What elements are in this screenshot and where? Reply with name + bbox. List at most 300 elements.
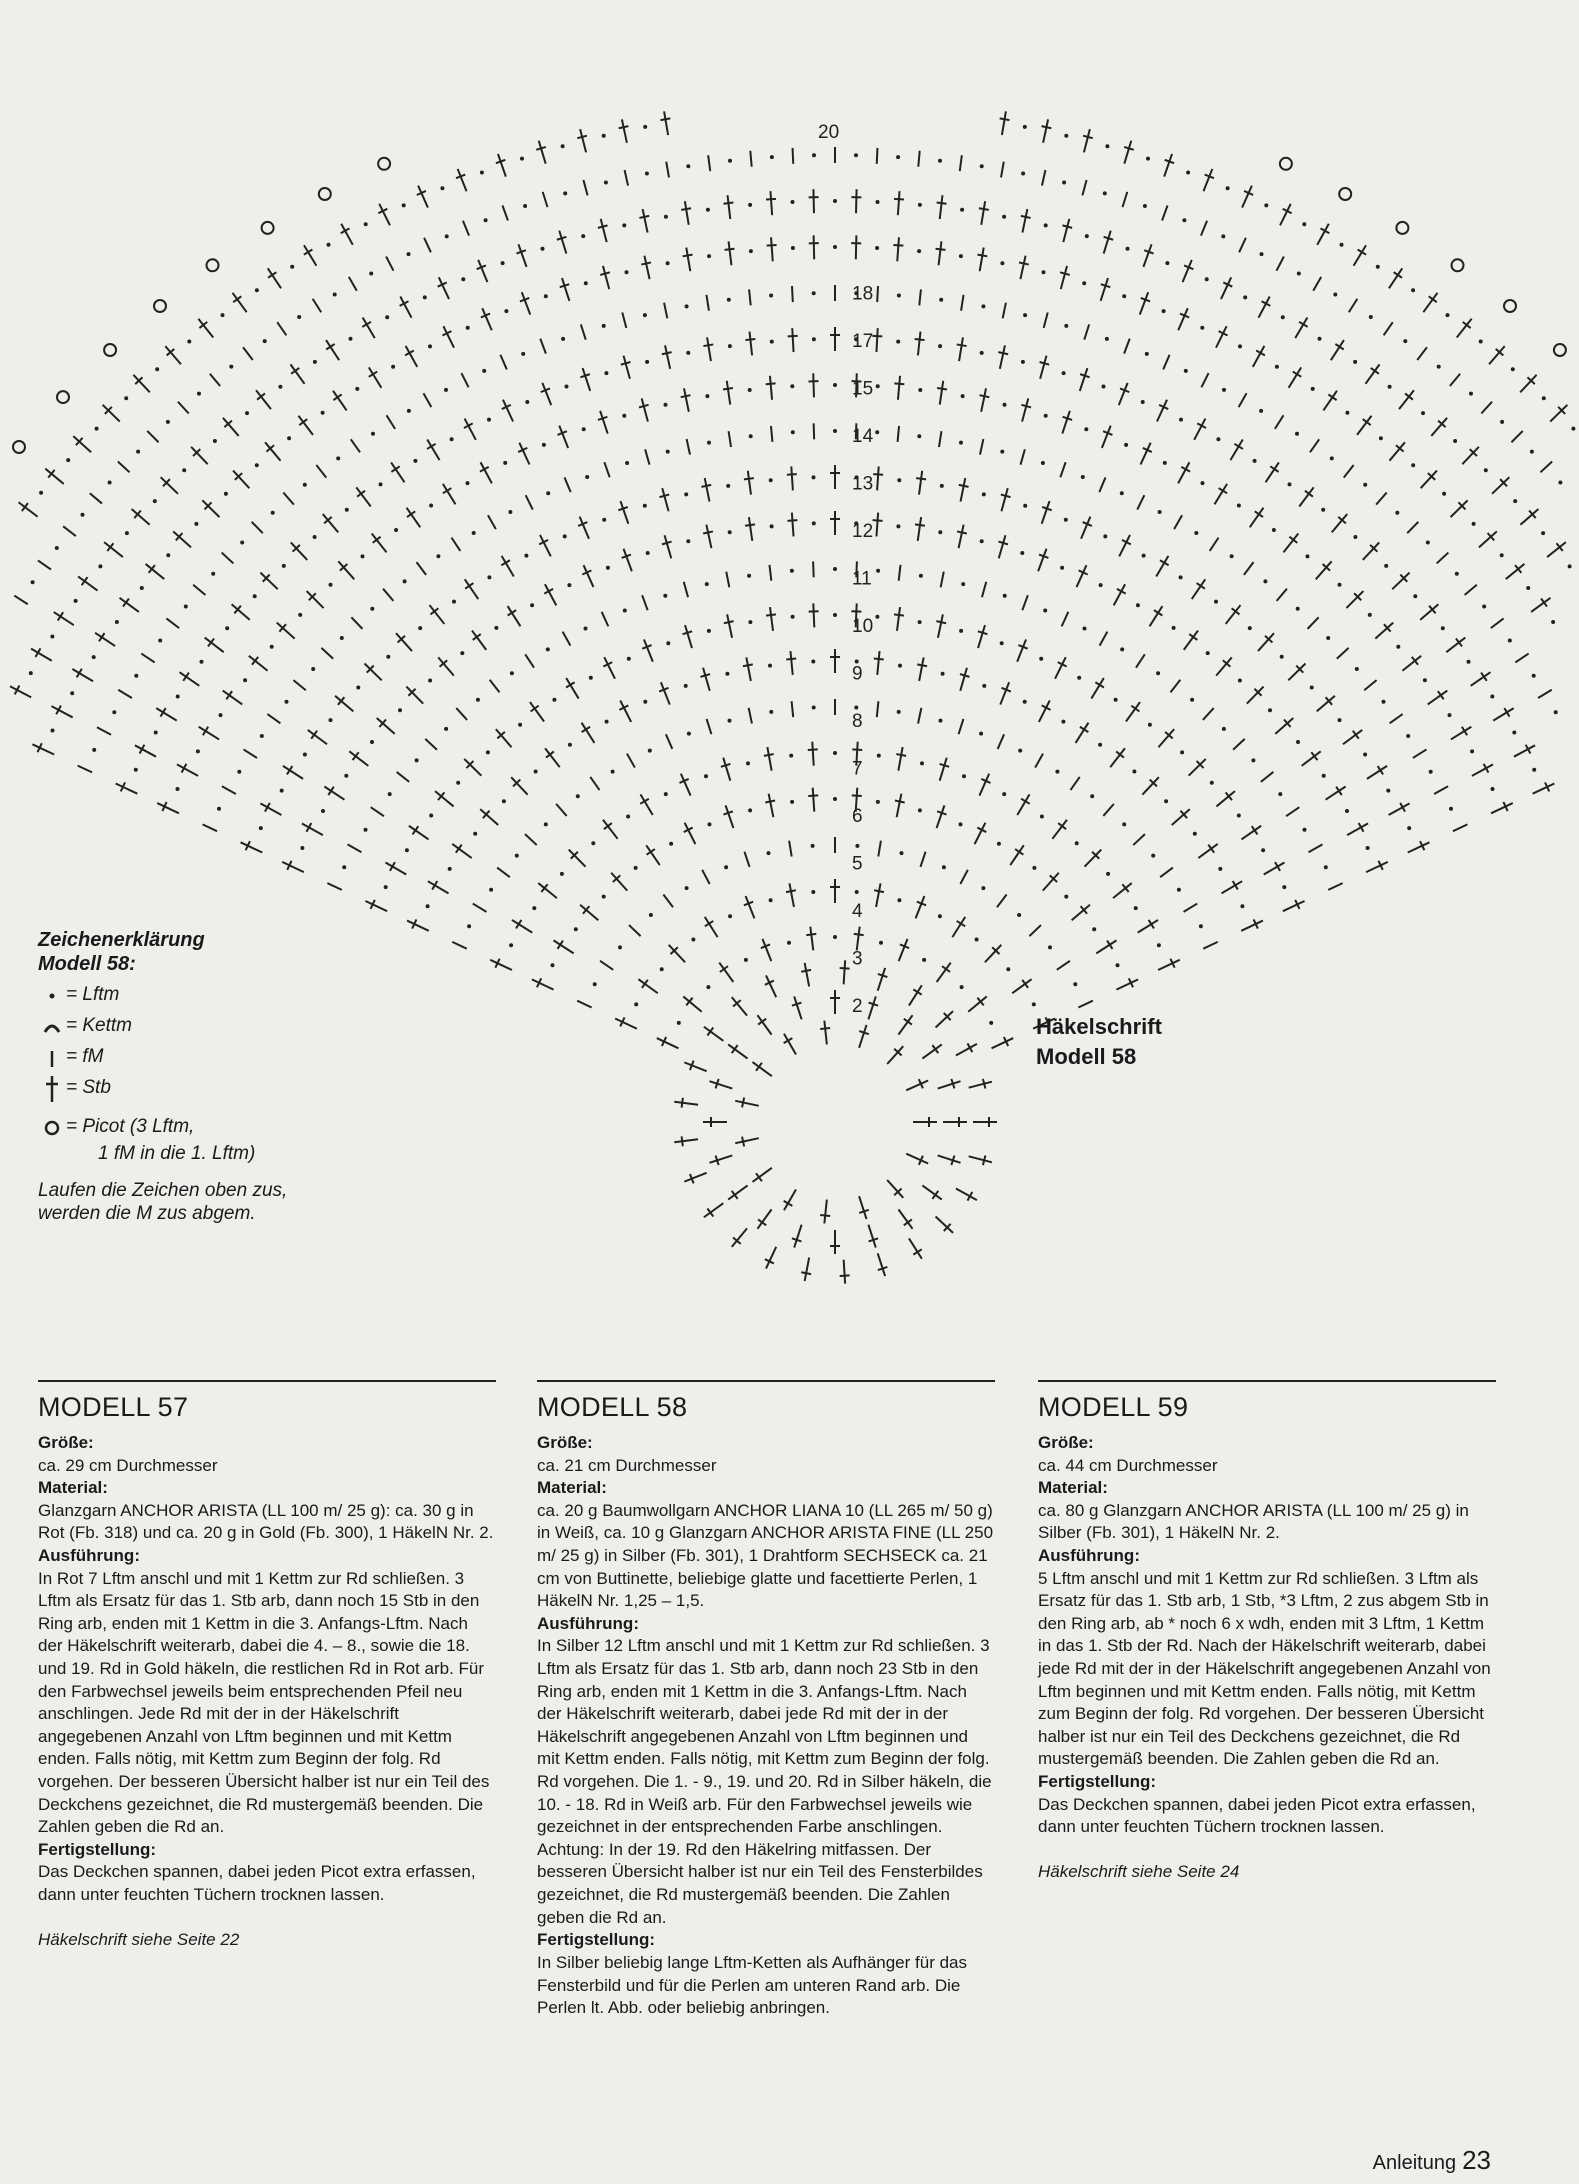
stb-stitch xyxy=(1051,655,1071,681)
lift-stitch xyxy=(1081,475,1085,479)
fm-stitch xyxy=(1376,493,1387,505)
stb-stitch xyxy=(1327,337,1348,363)
stb-stitch xyxy=(219,415,242,440)
section-text: In Silber 12 Lftm anschl und mit 1 Kettm zur Rd schließen. 3 Lftm als Ersatz für das 1. Stb arb, dann noch 23 Stb in den Ring arb, enden mit 1 Kettm in die 3. Anfangs-Lftm. Nach der Häkelschrift weiterarb, dabei jede Rd mit der in der Häkelschrift angegebenen Anzahl von Lftm beginnen und mit Kettm enden. Falls nötig, mit Kettm zum Beginn der folg. Rd vorgehen. Die 1. - 9., 19. und 20. Rd in Silber häkeln, die 10. - 18. Rd in Weiß arb. Für den Farbwechsel jeweils wie gezeichnet in der entsprechenden Farbe anschlingen. Achtung: In der 19. Rd den Häkelring mitfassen. Der besseren Übersicht halber ist nur ein Teil des Fensterbildes gezeichnet, die Rd mustergemäß beenden. Die Zahlen geben die Rd an. xyxy=(537,1636,992,1927)
round-number: 8 xyxy=(852,711,863,732)
stb-stitch xyxy=(956,477,971,503)
lift-stitch xyxy=(643,125,647,129)
fm-stitch xyxy=(351,439,360,452)
lift-stitch xyxy=(418,626,422,630)
fm-stitch xyxy=(313,299,322,313)
lift-stitch xyxy=(1280,655,1284,659)
lift-stitch xyxy=(1020,551,1024,555)
lift-stitch xyxy=(938,530,942,534)
lift-stitch xyxy=(980,351,984,355)
chain-dot-icon xyxy=(38,991,66,1001)
stb-stitch xyxy=(911,894,929,920)
lift-stitch xyxy=(769,294,773,298)
lift-stitch xyxy=(1472,522,1476,526)
stb-stitch xyxy=(700,477,715,503)
lift-stitch xyxy=(686,164,690,168)
legend xyxy=(38,928,338,1225)
stb-stitch xyxy=(1312,558,1335,583)
stb-stitch xyxy=(1428,415,1451,440)
fm-stitch xyxy=(502,205,507,220)
lift-stitch xyxy=(356,686,360,690)
stb-stitch xyxy=(363,896,389,915)
lift-stitch xyxy=(1106,872,1110,876)
lift-stitch xyxy=(108,481,112,485)
fm-stitch xyxy=(1275,415,1284,429)
stb-stitch xyxy=(1328,511,1351,536)
fm-stitch xyxy=(664,303,667,319)
stb-stitch xyxy=(498,398,517,424)
fm-stitch xyxy=(744,852,749,867)
stb-stitch xyxy=(1243,683,1267,707)
lift-stitch xyxy=(1064,895,1068,899)
lift-stitch xyxy=(154,731,158,735)
lift-stitch xyxy=(1453,439,1457,443)
stb-stitch xyxy=(904,1076,930,1095)
lift-stitch xyxy=(327,243,331,247)
lift-stitch xyxy=(467,924,471,928)
stb-stitch xyxy=(765,606,778,631)
fm-stitch xyxy=(941,572,944,588)
fm-stitch xyxy=(982,582,986,597)
fm-stitch xyxy=(193,585,205,595)
stb-stitch xyxy=(935,195,948,220)
lift-stitch xyxy=(1032,1002,1036,1006)
fm-stitch xyxy=(960,155,962,171)
lift-stitch xyxy=(55,546,59,550)
lift-stitch xyxy=(768,664,772,668)
column-rule xyxy=(537,1380,995,1382)
fm-stitch xyxy=(629,925,641,936)
stb-stitch xyxy=(708,1151,734,1168)
stb-stitch xyxy=(1033,547,1051,573)
stb-stitch xyxy=(396,294,416,320)
lift-stitch xyxy=(525,400,529,404)
stb-stitch xyxy=(701,1199,726,1221)
stb-stitch xyxy=(995,344,1010,370)
lift-stitch xyxy=(1310,686,1314,690)
lift-stitch xyxy=(184,605,188,609)
lift-stitch xyxy=(355,387,359,391)
stb-stitch xyxy=(780,1031,801,1057)
fm-stitch xyxy=(1201,373,1208,387)
fm-stitch xyxy=(877,701,879,717)
lift-stitch xyxy=(691,938,695,942)
lift-stitch xyxy=(684,492,688,496)
lift-stitch xyxy=(1302,222,1306,226)
lift-stitch xyxy=(618,945,622,949)
lift-stitch xyxy=(407,252,411,256)
lift-stitch xyxy=(197,392,201,396)
lift-stitch xyxy=(746,761,750,765)
lift-stitch xyxy=(666,450,670,454)
lift-stitch xyxy=(1000,261,1004,265)
stb-stitch xyxy=(954,337,968,362)
fm-stitch xyxy=(500,355,506,370)
lift-stitch xyxy=(962,774,966,778)
lift-stitch xyxy=(1018,749,1022,753)
lift-stitch xyxy=(509,943,513,947)
lift-stitch xyxy=(364,222,368,226)
fm-stitch xyxy=(1309,844,1323,852)
stb-stitch xyxy=(617,118,632,144)
stb-stitch xyxy=(517,290,535,316)
lift-stitch xyxy=(1064,324,1068,328)
fm-stitch xyxy=(283,493,294,505)
stb-stitch xyxy=(913,516,926,541)
lift-stitch xyxy=(489,888,493,892)
stb-stitch xyxy=(728,1225,751,1250)
lift-stitch xyxy=(875,246,879,250)
stb-stitch xyxy=(1152,398,1171,424)
fm-stitch xyxy=(1349,299,1358,313)
stb-stitch xyxy=(598,265,614,291)
stb-stitch xyxy=(1081,846,1105,870)
lift-stitch xyxy=(70,691,74,695)
stb-stitch xyxy=(932,1213,956,1237)
lift-stitch xyxy=(1062,181,1066,185)
fm-stitch xyxy=(898,426,899,442)
fm-stitch xyxy=(1450,374,1460,386)
lift-stitch xyxy=(1151,854,1155,858)
caption-line-2: Modell 58 xyxy=(1036,1043,1137,1069)
fm-stitch xyxy=(90,493,102,503)
fm-stitch xyxy=(540,339,546,354)
stb-stitch xyxy=(541,582,561,608)
stb-stitch xyxy=(280,762,306,783)
stb-stitch xyxy=(1385,266,1407,292)
legend-picot-detail: 1 fM in die 1. Lftm) xyxy=(98,1143,256,1164)
lift-stitch xyxy=(1338,583,1342,587)
lift-stitch xyxy=(1190,698,1194,702)
fm-stitch xyxy=(1344,465,1354,478)
lift-stitch xyxy=(767,851,771,855)
lift-stitch xyxy=(1064,134,1068,138)
lift-stitch xyxy=(436,554,440,558)
lift-stitch xyxy=(1490,695,1494,699)
lift-stitch xyxy=(1296,607,1300,611)
lift-stitch xyxy=(136,450,140,454)
lift-stitch xyxy=(584,627,588,631)
lift-stitch xyxy=(833,567,837,571)
legend-item-single-crochet xyxy=(38,1042,338,1073)
lift-stitch xyxy=(166,420,170,424)
lift-stitch xyxy=(812,337,816,341)
section-heading: Ausführung: xyxy=(537,1613,639,1633)
fm-stitch xyxy=(38,560,51,569)
lift-stitch xyxy=(1532,674,1536,678)
fm-stitch xyxy=(203,824,217,831)
fm-stitch xyxy=(1310,439,1319,452)
lift-stitch xyxy=(407,409,411,413)
fm-stitch xyxy=(814,423,815,439)
stb-stitch xyxy=(175,760,201,780)
lift-stitch xyxy=(1164,799,1168,803)
fm-stitch xyxy=(708,155,710,171)
lift-stitch xyxy=(1282,885,1286,889)
stb-stitch xyxy=(785,651,797,676)
stb-stitch xyxy=(1135,916,1161,937)
lift-stitch xyxy=(515,854,519,858)
fm-stitch xyxy=(789,841,792,857)
stb-stitch xyxy=(1120,139,1137,165)
stb-stitch xyxy=(932,804,949,830)
stb-stitch xyxy=(287,539,311,563)
lift-stitch xyxy=(939,719,943,723)
lift-stitch xyxy=(1023,700,1027,704)
lift-stitch xyxy=(1388,385,1392,389)
lift-stitch xyxy=(386,655,390,659)
lift-stitch xyxy=(1386,789,1390,793)
stb-stitch xyxy=(99,401,123,425)
stb-stitch xyxy=(133,741,159,761)
lift-stitch xyxy=(1248,626,1252,630)
lift-stitch xyxy=(221,313,225,317)
lift-stitch xyxy=(1003,403,1007,407)
stb-stitch xyxy=(1048,817,1071,842)
stb-stitch xyxy=(819,1020,831,1045)
stb-stitch xyxy=(515,441,534,467)
lift-stitch xyxy=(1090,794,1094,798)
lift-stitch xyxy=(1184,369,1188,373)
lift-stitch xyxy=(1297,272,1301,276)
round-number: 14 xyxy=(852,426,874,447)
stb-stitch xyxy=(405,916,431,935)
lift-stitch xyxy=(125,531,129,535)
lift-stitch xyxy=(897,478,901,482)
fm-stitch xyxy=(316,465,326,478)
stb-stitch xyxy=(1006,842,1028,867)
lift-stitch xyxy=(29,671,33,675)
fm-stitch xyxy=(729,431,731,447)
stb-stitch xyxy=(1122,699,1144,724)
lift-stitch xyxy=(747,574,751,578)
picot-stitch xyxy=(57,391,69,403)
stb-stitch xyxy=(468,628,490,653)
lift-stitch xyxy=(833,797,837,801)
lift-stitch xyxy=(643,504,647,508)
stb-stitch xyxy=(679,387,694,413)
legend-subtitle: Modell 58: xyxy=(38,953,136,975)
lift-stitch xyxy=(560,872,564,876)
stb-stitch xyxy=(607,869,630,894)
lift-stitch xyxy=(1148,723,1152,727)
fm-stitch xyxy=(622,312,626,327)
stb-stitch xyxy=(656,680,674,706)
lift-stitch xyxy=(1281,315,1285,319)
lift-stitch xyxy=(544,822,548,826)
stb-stitch xyxy=(933,613,948,639)
fm-stitch xyxy=(463,221,469,236)
lift-stitch xyxy=(1243,295,1247,299)
lift-stitch xyxy=(940,484,944,488)
lift-stitch xyxy=(918,620,922,624)
round-number: 6 xyxy=(852,806,863,827)
stb-stitch xyxy=(1180,628,1202,653)
stb-stitch xyxy=(934,241,947,266)
lift-stitch xyxy=(153,499,157,503)
lift-stitch xyxy=(530,603,534,607)
column-title: MODELL 58 xyxy=(537,1392,688,1422)
stb-stitch xyxy=(1447,497,1471,521)
lift-stitch xyxy=(321,411,325,415)
lift-stitch xyxy=(1542,396,1546,400)
stb-stitch xyxy=(258,799,284,819)
stb-stitch xyxy=(809,235,820,259)
lift-stitch xyxy=(1105,337,1109,341)
stb-stitch xyxy=(636,792,657,818)
stb-stitch xyxy=(1238,184,1257,210)
stb-stitch xyxy=(600,655,620,681)
fm-stitch xyxy=(397,772,410,782)
stb-stitch xyxy=(741,656,755,681)
stb-stitch xyxy=(905,1236,926,1262)
fm-stitch xyxy=(1029,925,1041,936)
stb-stitch xyxy=(1284,365,1305,391)
stb-stitch xyxy=(637,397,653,423)
lift-stitch xyxy=(686,351,690,355)
lift-stitch xyxy=(1366,846,1370,850)
stb-stitch xyxy=(1448,723,1474,744)
stb-stitch xyxy=(1219,877,1245,898)
stb-stitch xyxy=(976,200,990,225)
stb-stitch xyxy=(750,1058,775,1080)
stb-stitch xyxy=(892,793,907,819)
lift-stitch xyxy=(473,832,477,836)
lift-stitch xyxy=(582,427,586,431)
lift-stitch xyxy=(1532,768,1536,772)
lift-stitch xyxy=(939,298,943,302)
lift-stitch xyxy=(329,583,333,587)
lift-stitch xyxy=(280,789,284,793)
fm-stitch xyxy=(750,151,751,167)
stb-stitch xyxy=(1013,638,1031,664)
lift-stitch xyxy=(1000,641,1004,645)
stb-stitch xyxy=(1280,530,1303,555)
lift-stitch xyxy=(1044,414,1048,418)
stb-stitch xyxy=(1135,290,1153,316)
lift-stitch xyxy=(833,199,837,203)
section-text: ca. 44 cm Durchmesser xyxy=(1038,1455,1218,1475)
stb-stitch xyxy=(534,139,551,165)
stb-stitch xyxy=(613,1014,639,1033)
fm-stitch xyxy=(960,870,967,884)
lift-stitch xyxy=(791,246,795,250)
fm-stitch xyxy=(1434,786,1448,794)
stb-stitch xyxy=(1185,755,1209,779)
lift-stitch xyxy=(748,203,752,207)
lift-stitch xyxy=(1077,676,1081,680)
lift-stitch xyxy=(187,340,191,344)
lift-stitch xyxy=(1156,671,1160,675)
lift-stitch xyxy=(1306,554,1310,558)
lift-stitch xyxy=(685,886,689,890)
lift-stitch xyxy=(1040,815,1044,819)
stb-stitch xyxy=(701,1023,726,1045)
lift-stitch xyxy=(158,639,162,643)
lift-stitch xyxy=(749,434,753,438)
lift-stitch xyxy=(290,265,294,269)
legend-label: = Stb xyxy=(66,1077,111,1099)
lift-stitch xyxy=(336,456,340,460)
lift-stitch xyxy=(255,463,259,467)
lift-stitch xyxy=(708,822,712,826)
lift-stitch xyxy=(664,403,668,407)
fm-stitch xyxy=(600,961,613,970)
stb-stitch xyxy=(30,740,56,759)
stb-stitch xyxy=(1056,265,1072,291)
stb-stitch xyxy=(932,1007,956,1031)
stb-stitch xyxy=(1009,975,1034,997)
stb-stitch xyxy=(722,380,735,405)
stb-stitch xyxy=(300,243,321,269)
stb-stitch xyxy=(913,331,926,356)
lift-stitch xyxy=(1226,186,1230,190)
lift-stitch xyxy=(626,815,630,819)
stb-stitch xyxy=(728,994,751,1019)
lift-stitch xyxy=(1263,579,1267,583)
section-heading: Material: xyxy=(1038,1478,1108,1498)
stb-stitch xyxy=(805,926,818,951)
lift-stitch xyxy=(1157,943,1161,947)
lift-stitch xyxy=(551,963,555,967)
lift-stitch xyxy=(1411,288,1415,292)
stb-stitch xyxy=(170,528,195,551)
round-number: 3 xyxy=(852,948,863,970)
legend-note: Laufen die Zeichen oben zus, werden die M zus abgem. xyxy=(38,1179,288,1224)
lift-stitch xyxy=(1333,293,1337,297)
lift-stitch xyxy=(1023,313,1027,317)
lift-stitch xyxy=(1182,218,1186,222)
fm-stitch xyxy=(899,565,901,581)
fm-stitch xyxy=(293,680,305,690)
round-number: 4 xyxy=(852,901,863,922)
fm-stitch xyxy=(1001,162,1004,178)
stb-stitch xyxy=(1110,879,1135,902)
fm-stitch xyxy=(461,373,468,387)
lift-stitch xyxy=(791,615,795,619)
lift-stitch xyxy=(855,890,859,894)
fm-stitch xyxy=(210,374,220,386)
lift-stitch xyxy=(1218,867,1222,871)
fm-stitch xyxy=(243,347,253,360)
stb-stitch xyxy=(155,799,181,818)
stb-stitch xyxy=(1399,652,1424,675)
lift-stitch xyxy=(426,904,430,908)
stb-stitch xyxy=(383,858,409,879)
fm-stitch xyxy=(1210,538,1219,551)
round-number: 2 xyxy=(852,996,863,1017)
lift-stitch xyxy=(917,249,921,253)
lift-stitch xyxy=(1251,758,1255,762)
lift-stitch xyxy=(563,534,567,538)
lift-stitch xyxy=(602,518,606,522)
lift-stitch xyxy=(706,208,710,212)
lift-stitch xyxy=(938,159,942,163)
stb-stitch xyxy=(635,975,660,997)
lift-stitch xyxy=(1260,252,1264,256)
lift-stitch xyxy=(666,641,670,645)
fm-stitch xyxy=(141,654,154,663)
stb-stitch xyxy=(722,613,737,639)
stb-stitch xyxy=(1072,563,1091,589)
stb-stitch xyxy=(893,746,907,771)
stb-stitch xyxy=(477,805,502,828)
